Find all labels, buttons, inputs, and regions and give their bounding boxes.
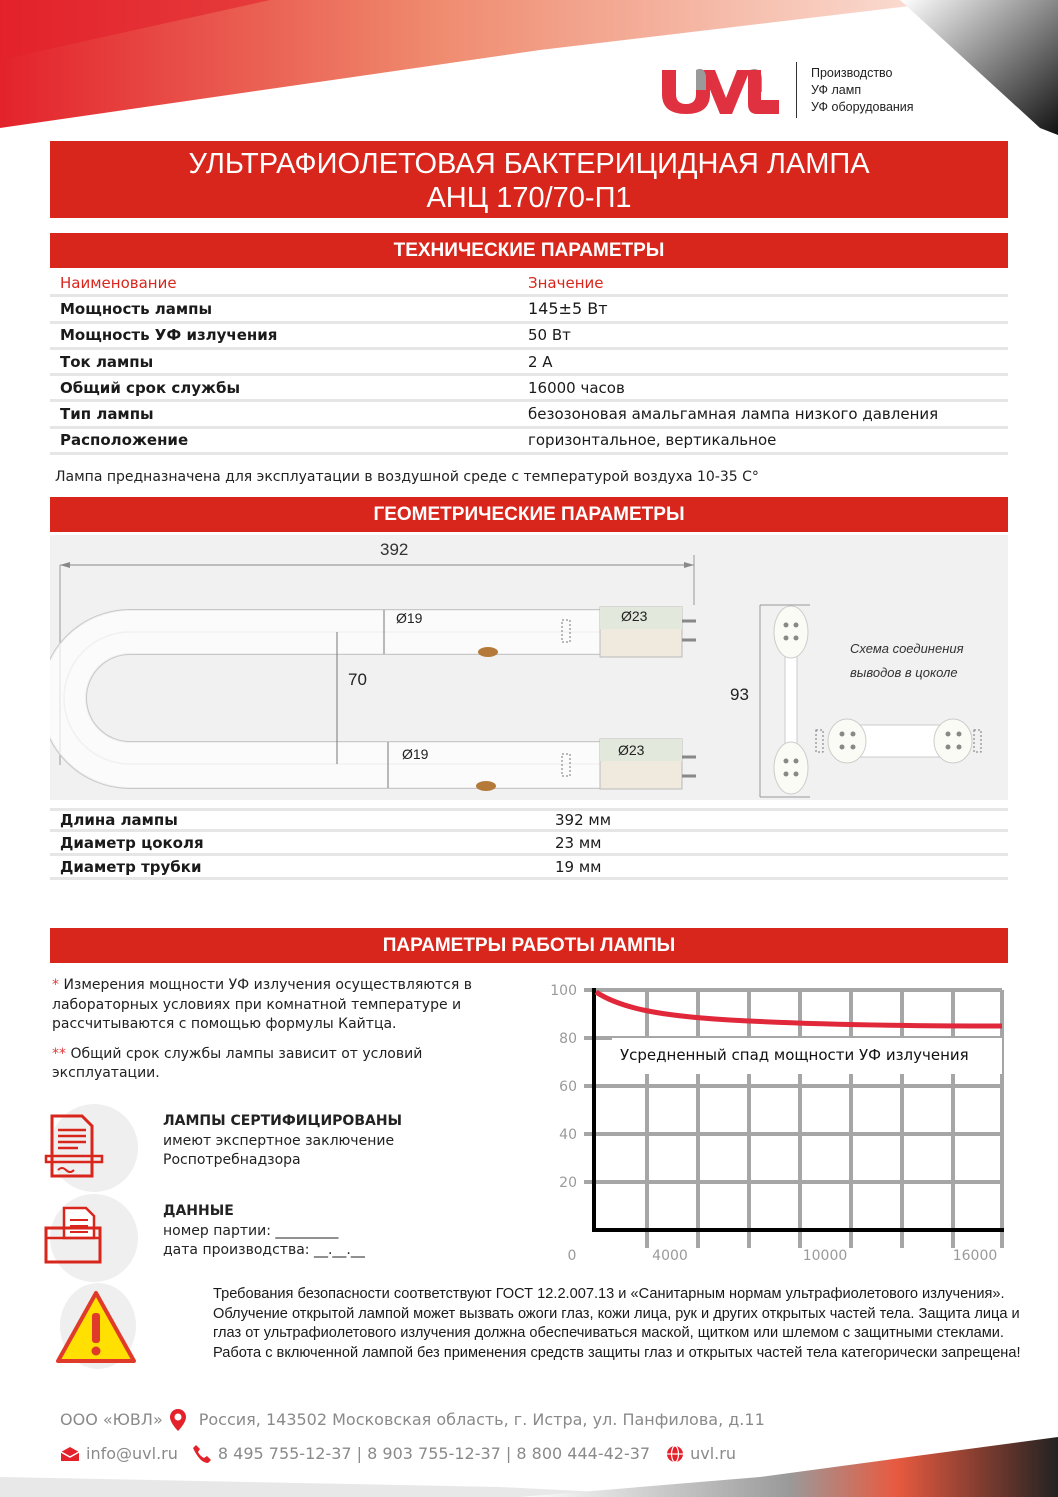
section-operation-heading: ПАРАМЕТРЫ РАБОТЫ ЛАМПЫ (50, 928, 1008, 963)
footnote-text: Общий срок службы лампы зависит от условий эксплуатации. (52, 1045, 423, 1081)
document-title (50, 141, 1008, 218)
svg-text:16000: 16000 (952, 1248, 998, 1264)
table-row (50, 376, 1008, 402)
footnote-mark: ** (52, 1045, 66, 1062)
table-row (50, 832, 1008, 856)
lamp-drawing (50, 535, 1008, 800)
uv-decay-chart (540, 978, 1010, 1268)
param-name: Тип лампы (60, 405, 154, 424)
y-axis-ticks (550, 983, 577, 1191)
table-row (50, 324, 1008, 350)
folder-documents-icon (40, 1202, 120, 1272)
phone-numbers[interactable]: 8 495 755-12-37 | 8 903 755-12-37 | 8 800 444-42-37 (217, 1444, 651, 1463)
certificate-document-icon (40, 1112, 120, 1182)
param-value: 2 А (528, 352, 553, 371)
param-name: Длина лампы (60, 811, 178, 829)
table-row (50, 350, 1008, 376)
brand-tagline (811, 65, 914, 116)
title-line-1: УЛЬТРАФИОЛЕТОВАЯ БАКТЕРИЦИДНАЯ ЛАМПА (188, 148, 870, 180)
svg-text:80: 80 (559, 1031, 577, 1047)
email-link[interactable]: info@uvl.ru (86, 1444, 178, 1463)
warning-text: Требования безопасности соответствуют ГОСТ 12.2.007.13 и «Санитарным нормам ультрафиолетового излучения». Облучение открытой лампой может вызвать ожоги глаз, кожи лица, рук и других открытых частей тела. Защита лица и глаз от ультрафиолетового излучения должна обеспечиваться маской, щитком или шлемом с защитными стеклами. Работа с включенной лампой без применения средств защиты глаз и открытых частей тела категорически запрещена! (213, 1286, 1021, 1361)
param-value: 16000 часов (528, 378, 625, 397)
footnote-text: Измерения мощности УФ излучения осуществляются в лабораторных условиях при комнатной температуре и рассчитываются с помощью формулы Кайтца. (52, 977, 472, 1032)
tube-diameter-label-bottom: Ø19 (402, 746, 429, 762)
param-name: Мощность УФ излучения (60, 326, 278, 345)
location-pin-icon (169, 1408, 187, 1432)
tagline-line-3: УФ оборудования (811, 99, 914, 114)
param-name: Диаметр трубки (60, 857, 202, 876)
tube-diameter-label-top: Ø19 (396, 610, 423, 626)
warning-triangle-icon (54, 1289, 138, 1365)
scheme-caption-1: Схема соединения (850, 641, 964, 656)
batch-number-field: номер партии: _________ (163, 1222, 339, 1239)
certified-line-1: имеют экспертное заключение (163, 1132, 395, 1149)
svg-text:4000: 4000 (652, 1248, 688, 1264)
param-value: 50 Вт (528, 326, 571, 345)
tagline-line-2: УФ ламп (811, 82, 862, 97)
x-axis-ticks (568, 1248, 998, 1264)
certificate-icon-circle (50, 1104, 138, 1192)
footnote-mark: * (52, 977, 59, 993)
column-header-value: Значение (528, 273, 604, 292)
svg-text:10000: 10000 (802, 1248, 848, 1264)
base-diameter-label-bottom: Ø23 (618, 742, 645, 758)
certified-title: ЛАМПЫ СЕРТИФИЦИРОВАНЫ (163, 1113, 403, 1129)
param-name: Общий срок службы (60, 378, 241, 397)
svg-text:20: 20 (559, 1175, 577, 1191)
param-value: горизонтальное, вертикальное (528, 431, 777, 450)
table-header-row (50, 271, 1008, 297)
geometry-params-table (50, 808, 1008, 880)
param-value: 145±5 Вт (528, 299, 608, 319)
lamp-diagram (50, 535, 1008, 800)
company-name: ООО «ЮВЛ» (60, 1410, 163, 1429)
footnote-1 (52, 976, 492, 1035)
svg-text:0: 0 (567, 1248, 577, 1264)
param-value: 23 мм (555, 833, 602, 852)
base-diameter-label-top: Ø23 (621, 608, 648, 624)
footnotes (52, 976, 492, 1094)
section-technical-heading: ТЕХНИЧЕСКИЕ ПАРАМЕТРЫ (50, 233, 1008, 268)
certified-text (163, 1104, 402, 1171)
height-dimension-label: 93 (730, 685, 749, 704)
param-name: Ток лампы (60, 352, 154, 371)
footnote-2 (52, 1045, 492, 1084)
chart-title: Усредненный спад мощности УФ излучения (620, 1046, 969, 1064)
tagline-line-1: Производство (811, 65, 893, 80)
certified-line-2: Роспотребнадзора (163, 1152, 301, 1168)
website-link[interactable]: uvl.ru (690, 1444, 736, 1463)
param-value: 392 мм (555, 811, 612, 829)
table-row (50, 297, 1008, 323)
param-name: Расположение (60, 431, 189, 450)
table-row (50, 429, 1008, 455)
scheme-caption-2: выводов в цоколе (850, 665, 958, 680)
param-name: Мощность лампы (60, 299, 213, 318)
table-row (50, 402, 1008, 428)
folder-icon-circle (50, 1194, 138, 1282)
brand-logo (658, 62, 914, 118)
data-block (50, 1194, 510, 1282)
param-name: Диаметр цоколя (60, 833, 204, 852)
svg-text:60: 60 (559, 1079, 577, 1095)
logo-divider (796, 62, 797, 118)
production-date-field: дата производства: __.__.__ (163, 1242, 365, 1258)
table-row (50, 808, 1008, 832)
footer-decoration (0, 1437, 1058, 1497)
spacing-dimension-label: 70 (348, 670, 367, 689)
param-value: безозоновая амальгамная лампа низкого давления (528, 405, 939, 424)
address-line (60, 1403, 765, 1437)
temperature-note: Лампа предназначена для эксплуатации в воздушной среде с температурой воздуха 10-35 С° (55, 469, 759, 485)
column-header-name: Наименование (60, 273, 177, 292)
param-value: 19 мм (555, 857, 602, 876)
technical-params-table (50, 271, 1008, 455)
length-dimension-label: 392 (380, 540, 409, 559)
svg-text:40: 40 (559, 1127, 577, 1143)
data-title: ДАННЫЕ (163, 1203, 234, 1219)
uvl-logo-icon (658, 64, 782, 116)
data-text (163, 1194, 365, 1261)
chart-grid (584, 990, 1002, 1248)
title-line-2: АНЦ 170/70-П1 (426, 182, 632, 214)
company-address: Россия, 143502 Московская область, г. Истра, ул. Панфилова, д.11 (198, 1410, 765, 1429)
section-geometry-heading: ГЕОМЕТРИЧЕСКИЕ ПАРАМЕТРЫ (50, 497, 1008, 532)
certified-block (50, 1104, 510, 1192)
table-row (50, 856, 1008, 880)
svg-text:100: 100 (550, 983, 577, 999)
